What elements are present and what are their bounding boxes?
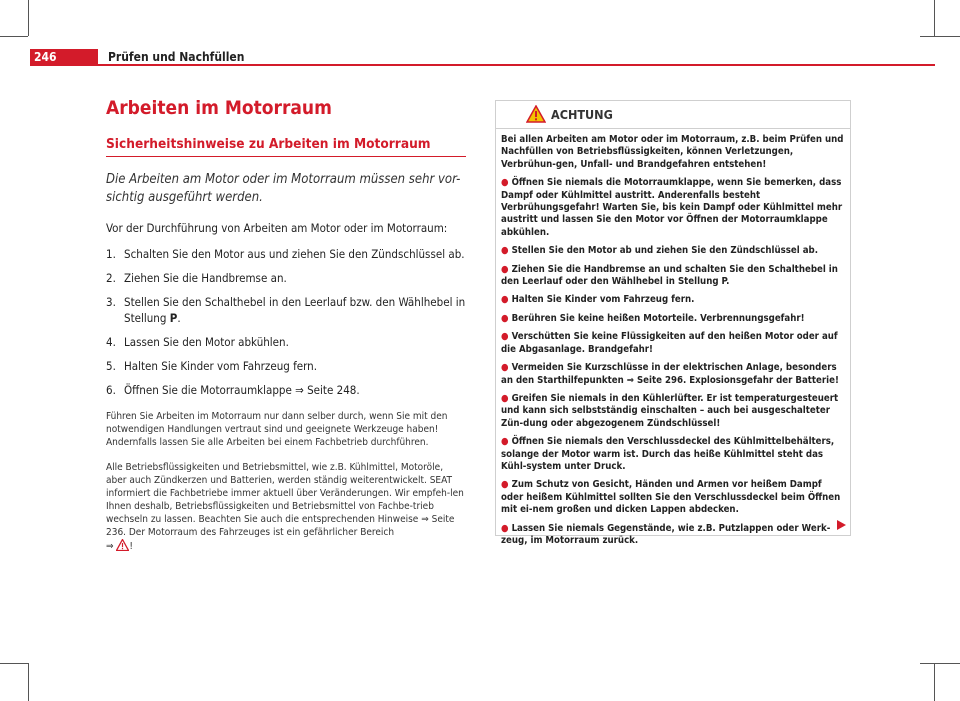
warning-item: ● Zum Schutz von Gesicht, Händen und Armen vor heißem Dampf oder heißem Kühlmittel sollten Sie den Verschlussdeckel beim Öffnen mit ei-nem großen und dicken Lappen abdecken.: [501, 479, 841, 516]
continue-arrow-icon[interactable]: [837, 520, 846, 530]
list-item: 2. Ziehen Sie die Handbremse an.: [106, 271, 287, 285]
warning-box: [495, 100, 851, 546]
warning-item[interactable]: ● Vermeiden Sie Kurzschlüsse in der elektrischen Anlage, besonders an den Starthilfepunkten ⇒ Seite 296. Explosionsgefahr der Batterie!: [501, 362, 839, 386]
lead-text: Vor der Durchführung von Arbeiten am Motor oder im Motorraum:: [106, 221, 448, 235]
crop-mark: [920, 663, 960, 664]
intro-text: Die Arbeiten am Motor oder im Motorraum müssen sehr vor-sichtig ausgeführt werden.: [106, 172, 461, 205]
warning-item: ● Halten Sie Kinder vom Fahrzeug fern.: [501, 294, 695, 306]
list-item: 1. Schalten Sie den Motor aus und ziehen Sie den Zündschlüssel ab.: [106, 247, 465, 261]
warning-item: ● Ziehen Sie die Handbremse an und schalten Sie den Schalthebel in den Leerlauf oder den Wählhebel in Stellung P.: [501, 263, 838, 288]
list-item: 5. Halten Sie Kinder vom Fahrzeug fern.: [106, 359, 318, 373]
crop-mark: [0, 36, 28, 37]
warning-icon: [526, 105, 546, 123]
crop-mark: [934, 663, 935, 701]
page-title: Arbeiten im Motorraum: [106, 97, 332, 119]
header-rule: [30, 64, 935, 66]
warning-icon[interactable]: [116, 539, 129, 551]
warning-item: ● Stellen Sie den Motor ab und ziehen Sie den Zündschlüssel ab.: [501, 245, 819, 257]
section-subtitle: Sicherheitshinweise zu Arbeiten im Motorraum: [106, 136, 466, 157]
crop-mark: [920, 36, 960, 37]
note-paragraph: Führen Sie Arbeiten im Motorraum nur dann selber durch, wenn Sie mit den notwendigen Handlungen vertraut sind und geeignete Werkzeuge haben! Andernfalls lassen Sie alle Arbeiten bei einem Fachbetrieb durchführen.: [106, 411, 448, 448]
warning-body: [496, 129, 850, 547]
crop-mark: [28, 0, 29, 36]
crop-mark: [28, 663, 29, 701]
warning-intro: Bei allen Arbeiten am Motor oder im Motorraum, z.B. beim Prüfen und Nachfüllen von Betriebsflüssigkeiten, können Verletzungen, Verbrühun-gen, Unfall- und Brandgefahren entstehen!: [501, 134, 844, 170]
page-number: 246: [30, 49, 98, 66]
note-paragraph: Alle Betriebsflüssigkeiten und Betriebsmittel, wie z.B. Kühlmittel, Motoröle, aber auch Zündkerzen und Batterien, werden ständig weiterentwickelt. SEAT informiert die Fachbetriebe immer aktuell über Veränderungen. Wir empfeh-len Ihnen deshalb, Betriebsflüssigkeiten und Betriebsmittel von Fachbe-trieb wechseln zu lassen. Beachten Sie auch die entsprechenden Hinweise ⇒ Seite 236. Der Motorraum des Fahrzeuges ist ein gefährlicher Bereich ⇒ !: [106, 462, 464, 552]
section-title: Prüfen und Nachfüllen: [108, 50, 245, 64]
list-item: 3. Stellen Sie den Schalthebel in den Leerlauf bzw. den Wählhebel in Stellung P.: [106, 295, 466, 325]
warning-header: [496, 101, 850, 129]
warning-item: ● Öffnen Sie niemals den Verschlussdeckel des Kühlmittelbehälters, solange der Motor warm ist. Durch das heiße Kühlmittel steht das Kühl-system unter Druck.: [501, 436, 835, 472]
warning-item: ● Greifen Sie niemals in den Kühlerlüfter. Er ist temperaturgesteuert und kann sich selbstständig einschalten – auch bei ausgeschalteter Zün-dung oder abgezogenem Zündschlüssel!: [501, 392, 839, 429]
warning-item: ● Öffnen Sie niemals die Motorraumklappe, wenn Sie bemerken, dass Dampf oder Kühlmittel austritt. Anderenfalls besteht Verbrühungsgefahr! Warten Sie, bis kein Dampf oder Kühlmittel mehr austritt und lassen Sie den Motor vor Öffnen der Motorraumklappe abkühlen.: [501, 177, 843, 238]
steps-list: [106, 246, 466, 398]
main-column: [106, 96, 466, 553]
list-item: 4. Lassen Sie den Motor abkühlen.: [106, 335, 289, 349]
list-item[interactable]: 6. Öffnen Sie die Motorraumklappe ⇒ Seite 248.: [106, 383, 360, 397]
warning-item: ● Berühren Sie keine heißen Motorteile. Verbrennungsgefahr!: [501, 312, 805, 324]
warning-item: ● Verschütten Sie keine Flüssigkeiten auf den heißen Motor oder auf die Abgasanlage. Brandgefahr!: [501, 331, 838, 355]
crop-mark: [0, 663, 28, 664]
warning-title: ACHTUNG: [551, 107, 613, 122]
warning-item: ● Lassen Sie niemals Gegenstände, wie z.B. Putzlappen oder Werk-zeug, im Motorraum zurück.: [501, 522, 831, 546]
crop-mark: [934, 0, 935, 36]
